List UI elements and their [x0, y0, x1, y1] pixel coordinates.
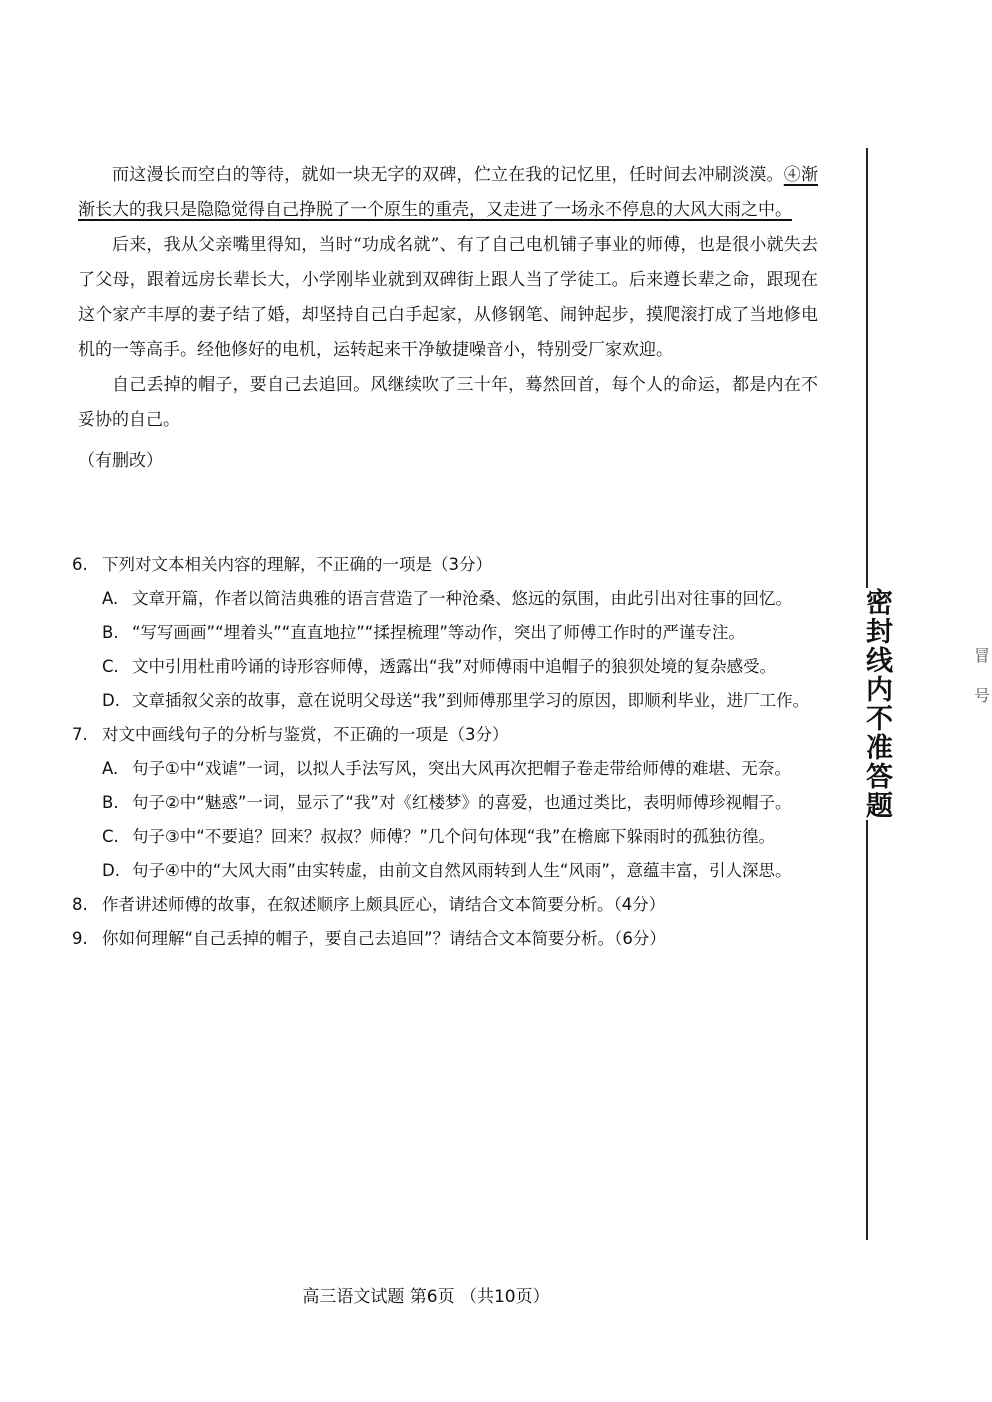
- question-number: 9.: [72, 929, 88, 948]
- option-text: 文章开篇，作者以简洁典雅的语言营造了一种沧桑、悠远的氛围，由此引出对往事的回忆。: [132, 589, 792, 608]
- option-letter: C.: [102, 827, 119, 846]
- question-7: [72, 718, 818, 888]
- reading-passage: [78, 158, 818, 479]
- question-number: 8.: [72, 895, 88, 914]
- seal-warning-text: 密封线内不准答题: [866, 588, 896, 820]
- option-text: 句子②中“魅惑”一词，显示了“我”对《红楼梦》的喜爱，也通过类比，表明师傅珍视帽子。: [132, 793, 792, 812]
- question-number: 7.: [72, 725, 88, 744]
- question-stem: 下列对文本相关内容的理解，不正确的一项是（3分）: [102, 555, 492, 574]
- question-stem: 作者讲述师傅的故事，在叙述顺序上颇具匠心，请结合文本简要分析。（4分）: [102, 895, 666, 914]
- source-note: （有删改）: [78, 451, 163, 471]
- option-d: [102, 854, 818, 888]
- option-letter: A.: [102, 759, 119, 778]
- question-stem: 对文中画线句子的分析与鉴赏，不正确的一项是（3分）: [102, 725, 509, 744]
- option-text: 文中引用杜甫吟诵的诗形容师傅，透露出“我”对师傅雨中追帽子的狼狈处境的复杂感受。: [132, 657, 777, 676]
- edge-mark: 号: [974, 686, 991, 705]
- question-number: 6.: [72, 555, 88, 574]
- option-b: [102, 786, 818, 820]
- passage-sentence: 而这漫长而空白的等待，就如一块无字的双碑，伫立在我的记忆里，任时间去冲刷淡漠。: [112, 165, 784, 185]
- option-b: [102, 616, 818, 650]
- option-letter: B.: [102, 623, 119, 642]
- option-text: 句子①中“戏谑”一词，以拟人手法写风，突出大风再次把帽子卷走带给师傅的难堪、无奈。: [132, 759, 791, 778]
- question-6: [72, 548, 818, 718]
- option-letter: B.: [102, 793, 119, 812]
- option-letter: D.: [102, 691, 120, 710]
- option-c: [102, 820, 818, 854]
- question-stem: 你如何理解“自己丢掉的帽子，要自己去追回”？请结合文本简要分析。（6分）: [102, 929, 666, 948]
- option-c: [102, 650, 818, 684]
- option-a: [102, 582, 818, 616]
- page-footer: 高三语文试题 第6页 （共10页）: [302, 1287, 550, 1307]
- option-letter: C.: [102, 657, 119, 676]
- edge-mark: 冒: [974, 646, 991, 665]
- edge-marks: [974, 636, 992, 716]
- option-letter: A.: [102, 589, 119, 608]
- question-8: [72, 888, 818, 922]
- questions-section: [72, 548, 818, 956]
- option-text: 句子③中“不要追？回来？叔叔？师傅？”几个问句体现“我”在檐廊下躲雨时的孤独彷徨。: [132, 827, 775, 846]
- question-9: [72, 922, 818, 956]
- option-d: [102, 684, 818, 718]
- passage-paragraph-2: 后来，我从父亲嘴里得知，当时“功成名就”、有了自己电机铺子事业的师傅，也是很小就失去了父母，跟着远房长辈长大，小学刚毕业就到双碑街上跟人当了学徒工。后来遵长辈之命，跟现在这个家产丰厚的妻子结了婚，却坚持自己白手起家，从修钢笔、闹钟起步，摸爬滚打成了当地修电机的一等高手。经他修好的电机，运转起来干净敏捷噪音小，特别受厂家欢迎。: [78, 235, 818, 360]
- underlined-sentence-4: ④渐渐长大的我只是隐隐觉得自己挣脱了一个原生的重壳，又走进了一场永不停息的大风大雨之中。: [78, 165, 819, 220]
- option-a: [102, 752, 818, 786]
- passage-paragraph-1: [78, 158, 818, 228]
- passage-paragraph-3: 自己丢掉的帽子，要自己去追回。风继续吹了三十年，蓦然回首，每个人的命运，都是内在不妥协的自己。: [78, 375, 818, 430]
- option-text: “写写画画”“埋着头”“直直地拉”“揉捏梳理”等动作，突出了师傅工作时的严谨专注。: [132, 623, 745, 642]
- option-letter: D.: [102, 861, 120, 880]
- option-text: 句子④中的“大风大雨”由实转虚，由前文自然风雨转到人生“风雨”，意蕴丰富，引人深思。: [132, 861, 792, 880]
- option-text: 文章插叙父亲的故事，意在说明父母送“我”到师傅那里学习的原因，即顺利毕业，进厂工作。: [132, 691, 810, 710]
